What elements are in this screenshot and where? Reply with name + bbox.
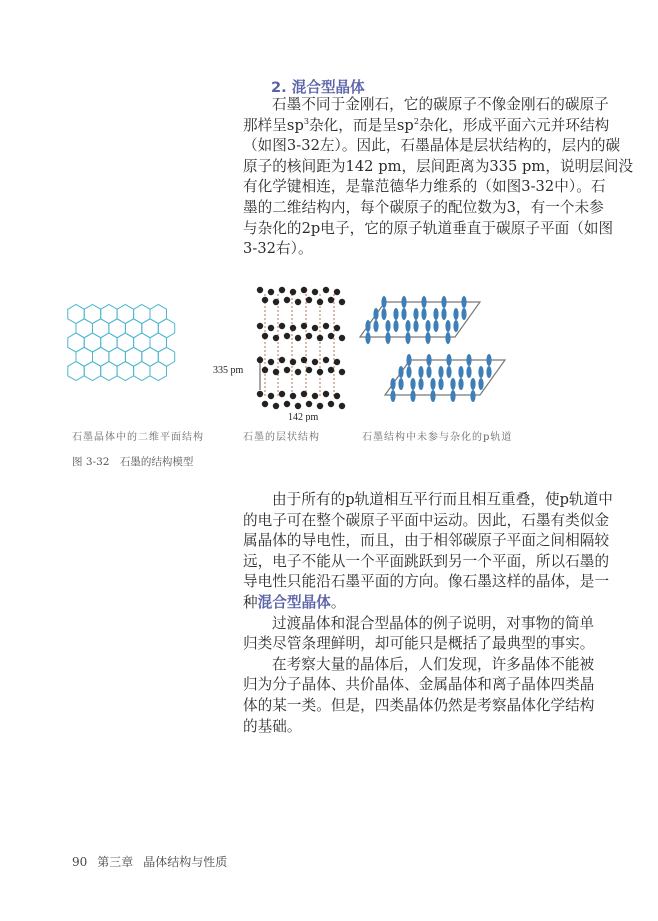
carbon-atom (306, 367, 312, 373)
text-line: 有化学键相连，是靠范德华力维系的（如图3-32中）。石 (243, 178, 606, 196)
carbon-atom (317, 403, 323, 409)
carbon-atom (301, 323, 307, 329)
p-orbital-lobe (393, 308, 398, 320)
carbon-atom (334, 325, 340, 331)
p-orbital-lobe (373, 320, 378, 332)
carbon-atom (268, 289, 274, 295)
p-orbital-lobe (393, 320, 398, 332)
p-orbital-lobe (478, 378, 483, 390)
p-orbital-lobe (398, 366, 403, 378)
p-orbital-lobe (426, 366, 431, 378)
p-orbital-lobe (441, 308, 446, 320)
p-orbital-lobe (381, 296, 386, 308)
carbon-atom (334, 393, 340, 399)
p-orbital-lobe (446, 366, 451, 378)
carbon-atom (334, 359, 340, 365)
carbon-atom (279, 287, 285, 293)
p-orbital-lobe (450, 390, 455, 402)
p-orbital-lobe (453, 308, 458, 320)
p-orbital-lobe (438, 366, 443, 378)
p-orbital-lobe (466, 366, 471, 378)
carbon-atom (268, 325, 274, 331)
carbon-atom (295, 299, 301, 305)
p-orbital-lobe (405, 332, 410, 344)
carbon-atom (262, 367, 268, 373)
p-orbital-lobe (425, 320, 430, 332)
text-line: 在考察大量的晶体后，人们发现，许多晶体不能被 (272, 655, 595, 673)
p-orbital-lobe (390, 390, 395, 402)
text-line: 墨的二维结构内，每个碳原子的配位数为3，有一个未参 (243, 198, 604, 216)
text-line: 由于所有的p轨道相互平行而且相互重叠，使p轨道中 (272, 491, 613, 508)
p-orbital-lobe (410, 390, 415, 402)
carbon-atom (290, 325, 296, 331)
text-line: 石墨不同于金刚石，它的碳原子不像金刚石的碳原子 (272, 96, 609, 113)
carbon-atom (295, 369, 301, 375)
p-orbital-lobe (486, 366, 491, 378)
carbon-atom (306, 333, 312, 339)
p-orbital-diagram (355, 290, 515, 415)
graphite-2d-honeycomb-diagram (66, 300, 186, 410)
carbon-atom (339, 299, 345, 305)
p-orbital-lobe (441, 296, 446, 308)
carbon-atom (284, 401, 290, 407)
p-orbital-lobe (373, 308, 378, 320)
key-term: 混合型晶体 (257, 593, 331, 611)
graphite-layer-structure-diagram (210, 282, 355, 422)
carbon-atom (284, 367, 290, 373)
carbon-atom (323, 287, 329, 293)
paragraph-2 (243, 490, 613, 737)
section-title: 2. 混合型晶体 (271, 79, 365, 96)
caption-right: 石墨结构中未参与杂化的p轨道 (362, 432, 513, 443)
text-line: 的电子可在整个碳原子平面中运动。因此，石墨有类似金 (243, 511, 610, 529)
p-orbital-lobe (418, 366, 423, 378)
text-line: 过渡晶体和混合型晶体的例子说明，对事物的简单 (272, 614, 595, 632)
p-orbital-lobe (433, 308, 438, 320)
p-orbital-lobe (421, 308, 426, 320)
text-line: 种混合型晶体。 (243, 593, 346, 611)
carbon-atom (262, 401, 268, 407)
p-orbital-lobe (445, 332, 450, 344)
p-orbital-lobe (478, 366, 483, 378)
p-orbital-lobe (413, 308, 418, 320)
text-line: 体的某一类。但是，四类晶体仍然是考察晶体化学结构 (243, 696, 595, 714)
p-orbital-lobe (433, 320, 438, 332)
text-line: 归类尽管条理鲜明，却可能只是概括了最典型的事实。 (243, 635, 595, 653)
p-orbital-lobe (385, 320, 390, 332)
carbon-atom (328, 297, 334, 303)
text-line: 原子的核间距为142 pm，层间距离为335 pm，说明层间没 (243, 157, 634, 175)
caption-left: 石墨晶体中的二维平面结构 (72, 432, 204, 443)
carbon-atom (306, 401, 312, 407)
p-orbital-lobe (413, 320, 418, 332)
p-orbital-lobe (410, 378, 415, 390)
carbon-atom (290, 393, 296, 399)
carbon-atom (306, 297, 312, 303)
p-orbital-lobe (458, 378, 463, 390)
p-orbital-lobe (438, 378, 443, 390)
carbon-atom (273, 403, 279, 409)
carbon-atom (312, 325, 318, 331)
carbon-atom (290, 359, 296, 365)
p-orbital-lobe (418, 378, 423, 390)
text-line: （如图3-32左）。因此，石墨晶体是层状结构的，层内的碳 (243, 137, 621, 155)
hexagon-ring (68, 362, 84, 381)
hexagon-ring (134, 362, 150, 381)
carbon-atom (323, 323, 329, 329)
p-orbital-lobe (425, 332, 430, 344)
text-line: 导电性只能沿石墨平面的方向。像石墨这样的晶体，是一 (243, 573, 610, 591)
carbon-atom (273, 369, 279, 375)
carbon-atom (301, 287, 307, 293)
carbon-atom (301, 391, 307, 397)
figure-label: 图 3-32 石墨的结构模型 (72, 456, 194, 468)
chapter-number: 第三章 (97, 855, 134, 869)
carbon-atom (279, 323, 285, 329)
hexagon-ring (84, 362, 101, 381)
page-number: 90 (72, 855, 88, 869)
carbon-atom (317, 299, 323, 305)
p-orbital-lobe (430, 390, 435, 402)
page-footer (72, 853, 237, 870)
carbon-atom (301, 357, 307, 363)
chapter-title: 晶体结构与性质 (143, 855, 228, 869)
carbon-atom (273, 299, 279, 305)
bond-length-label: 142 pm (288, 412, 319, 422)
p-orbital-lobe (406, 354, 411, 366)
carbon-atom (312, 359, 318, 365)
carbon-atom (284, 297, 290, 303)
p-orbital-lobe (446, 354, 451, 366)
carbon-atom (257, 287, 263, 293)
interlayer-distance-label: 335 pm (213, 365, 244, 376)
carbon-atom (268, 393, 274, 399)
carbon-atom (323, 391, 329, 397)
p-orbital-lobe (430, 378, 435, 390)
carbon-atom (257, 391, 263, 397)
p-orbital-lobe (401, 296, 406, 308)
p-orbital-lobe (445, 320, 450, 332)
p-orbital-lobe (450, 378, 455, 390)
p-orbital-lobe (385, 332, 390, 344)
text-line: 与杂化的2p电子，它的原子轨道垂直于碳原子平面（如图 (243, 219, 614, 237)
text-line: 远，电子不能从一个平面跳跃到另一个平面，所以石墨的 (243, 552, 610, 570)
text-line: 3-32右）。 (243, 240, 313, 258)
p-orbital-lobe (466, 354, 471, 366)
carbon-atom (334, 289, 340, 295)
carbon-atom (295, 335, 301, 341)
text-line: 那样呈$sp^3$杂化，而是呈$sp^2$杂化，形成平面六元并环结构 (243, 116, 610, 134)
p-orbital-lobe (421, 296, 426, 308)
carbon-atom (317, 335, 323, 341)
carbon-atom (295, 403, 301, 409)
p-orbital-lobe (390, 378, 395, 390)
paragraph-1 (243, 95, 634, 260)
p-orbital-lobe (365, 320, 370, 332)
carbon-atom (268, 359, 274, 365)
p-orbital-lobe (458, 366, 463, 378)
carbon-atom (257, 357, 263, 363)
p-orbital-lobe (381, 308, 386, 320)
carbon-atom (257, 323, 263, 329)
p-orbital-lobe (470, 378, 475, 390)
carbon-atom (273, 335, 279, 341)
carbon-atom (262, 333, 268, 339)
p-orbital-lobe (461, 296, 466, 308)
p-orbital-lobe (365, 332, 370, 344)
carbon-atom (328, 333, 334, 339)
text-line: 的基础。 (243, 717, 302, 735)
carbon-atom (312, 393, 318, 399)
p-orbital-lobe (461, 308, 466, 320)
carbon-atom (284, 333, 290, 339)
carbon-atom (262, 297, 268, 303)
p-orbital-lobe (426, 354, 431, 366)
carbon-atom (312, 289, 318, 295)
text-line: 属晶体的导电性，而且，由于相邻碳原子平面之间相隔较 (243, 532, 610, 550)
p-orbital-lobe (486, 354, 491, 366)
caption-middle: 石墨的层状结构 (243, 432, 320, 443)
p-orbital-lobe (453, 320, 458, 332)
hexagon-ring (117, 362, 134, 381)
carbon-atom (339, 403, 345, 409)
text-line: 归为分子晶体、共价晶体、金属晶体和离子晶体四类晶 (243, 676, 595, 694)
carbon-atom (339, 369, 345, 375)
carbon-atom (317, 369, 323, 375)
p-orbital-lobe (405, 320, 410, 332)
p-orbital-lobe (470, 390, 475, 402)
p-orbital-lobe (398, 378, 403, 390)
carbon-atom (279, 391, 285, 397)
carbon-atom (290, 289, 296, 295)
p-orbital-lobe (406, 366, 411, 378)
carbon-atom (279, 357, 285, 363)
hexagon-ring (101, 362, 117, 381)
carbon-atom (323, 357, 329, 363)
p-orbital-lobe (401, 308, 406, 320)
carbon-atom (328, 401, 334, 407)
carbon-atom (339, 335, 345, 341)
hexagon-ring (150, 362, 167, 381)
carbon-atom (328, 367, 334, 373)
